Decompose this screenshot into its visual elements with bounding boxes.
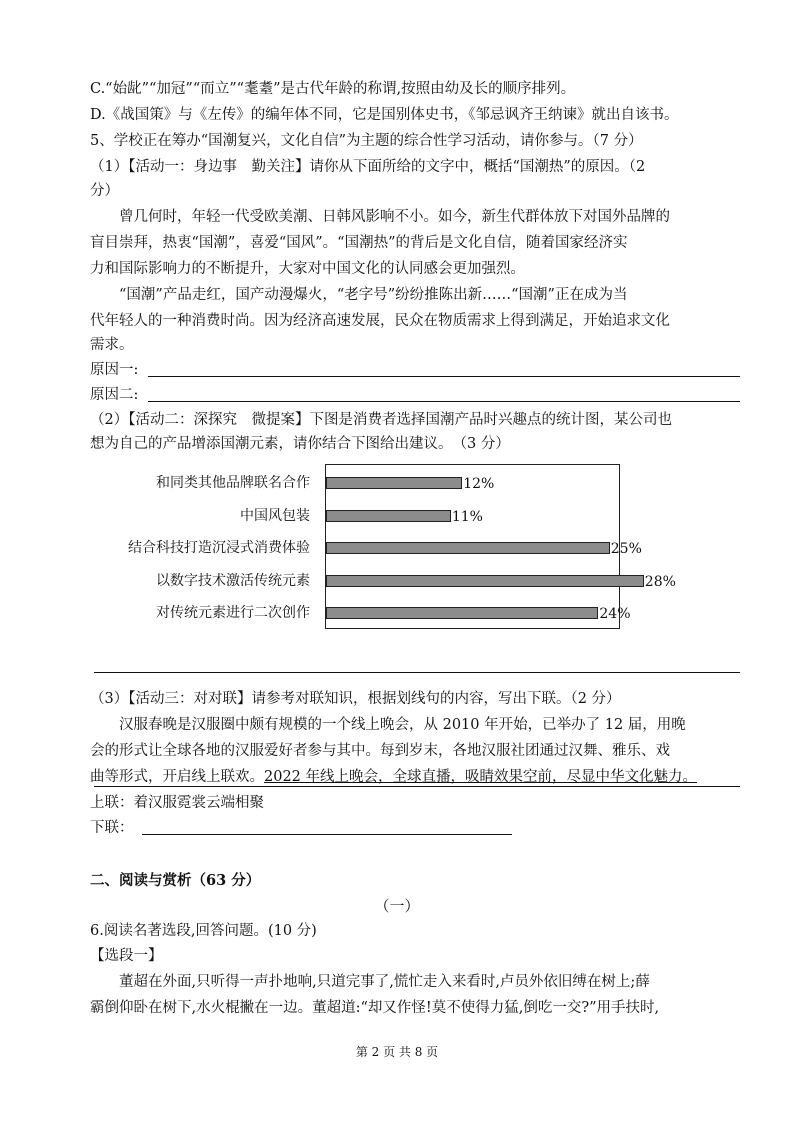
passage-3-line (90, 767, 740, 787)
passage-4-line: 董超在外面,只听得一声扑地响,只道完事了,慌忙走入来看时,卢员外依旧缚在树上;薛 (119, 974, 650, 990)
category-label: 对传统元素进行二次创作 (156, 605, 310, 621)
question-6: 6.阅读名著选段,回答问题。(10 分) (90, 923, 317, 939)
reason-2-label: 原因二: (90, 387, 139, 403)
value-label: 25% (610, 541, 642, 557)
chart-bar (326, 542, 610, 554)
activity-2-answer-line[interactable] (94, 672, 740, 673)
underlined-sentence: 2022 年线上晚会，全球直播，吸睛效果空前，尽显中华文化魅力。 (264, 769, 698, 785)
chart-bar (326, 510, 451, 522)
lower-couplet-label: 下联： (90, 820, 134, 836)
value-label: 24% (599, 606, 631, 622)
value-label: 11% (451, 508, 483, 525)
category-label: 中国风包装 (240, 507, 310, 524)
option-c: C.“始龀”“加冠”“而立”“耄耋”是古代年龄的称谓,按照由幼及长的顺序排列。 (90, 81, 576, 97)
page-footer: 第 2 页 共 8 页 (355, 1045, 439, 1059)
category-label: 结合科技打造沉浸式消费体验 (128, 540, 310, 556)
passage-2-line: 代年轻人的一种消费时尚。因为经济高速发展，民众在物质需求上得到满足，开始追求文化 (90, 313, 670, 329)
activity-1-prompt-cont: 分） (90, 183, 119, 199)
activity-3-prompt: （3）【活动三：对对联】请参考对联知识，根据划线句的内容，写出下联。（2 分） (90, 691, 621, 707)
activity-2-prompt: （2）【活动二：深探究 微提案】下图是消费者选择国潮产品时兴趣点的统计图，某公司也 (90, 412, 672, 428)
passage-3-plain: 曲等形式，开启线上联欢。 (90, 769, 264, 785)
chart-bar (326, 607, 598, 619)
chart-bar (326, 477, 462, 489)
category-label: 以数字技术激活传统元素 (156, 572, 310, 589)
question-5: 5、学校正在筹办“国潮复兴，文化自信”为主题的综合性学习活动，请你参与。（7 分） (90, 133, 643, 149)
passage-3-line: 汉服春晚是汉服圈中颇有规模的一个线上晚会，从 2010 年开始，已举办了 12 届，用晚 (119, 717, 686, 733)
passage-1-line: 盲目崇拜，热衷“国潮”，喜爱“国风”。“国潮热”的背后是文化自信，随着国家经济实 (90, 235, 628, 251)
option-d: D.《战国策》与《左传》的编年体不同，它是国别体史书，《邹忌讽齐王纳谏》就出自该书。 (90, 107, 679, 123)
passage-4-line: 霸倒仰卧在树下,水火棍撇在一边。董超道:“却又作怪!莫不使得力猛,倒吃一交?”用手扶时, (90, 1000, 660, 1016)
value-label: 12% (463, 476, 495, 492)
value-label: 28% (644, 573, 676, 590)
passage-1-line: 力和国际影响力的不断提升，大家对中国文化的认同感会更加强烈。 (90, 261, 525, 277)
activity-2-prompt-cont: 想为自己的产品增添国潮元素，请你结合下图给出建议。 （3 分） (90, 436, 510, 452)
chart-bar (326, 575, 644, 587)
interest-bar-chart (90, 464, 676, 634)
reason-1-label: 原因一: (90, 362, 139, 378)
part-1-heading: （一） (374, 897, 420, 915)
passage-1-line: 曾几何时，年轻一代受欧美潮、日韩风影响不小。如今，新生代群体放下对国外品牌的 (119, 209, 670, 225)
activity-1-prompt: （1）【活动一：身边事 勤关注】请你从下面所给的文字中，概括“国潮热”的原因。（2 (90, 159, 646, 175)
reason-2-answer-line[interactable] (148, 401, 740, 402)
selection-1-label: 【选段一】 (90, 948, 163, 964)
section-2-heading: 二、阅读与赏析（63 分） (90, 872, 261, 889)
passage-2-line: “国潮”产品走红，国产动漫爆火，“老字号”纷纷推陈出新……“国潮”正在成为当 (119, 287, 628, 303)
reason-1-answer-line[interactable] (148, 376, 740, 377)
passage-divider-line (94, 786, 740, 787)
upper-couplet: 上联：着汉服霓裳云端相聚 (90, 795, 264, 811)
lower-couplet-answer-line[interactable] (142, 834, 512, 835)
passage-2-line: 需求。 (90, 337, 134, 353)
category-label: 和同类其他品牌联名合作 (156, 475, 310, 491)
passage-3-line: 会的形式让全球各地的汉服爱好者参与其中。每到岁末，各地汉服社团通过汉舞、雅乐、戏 (90, 743, 670, 759)
